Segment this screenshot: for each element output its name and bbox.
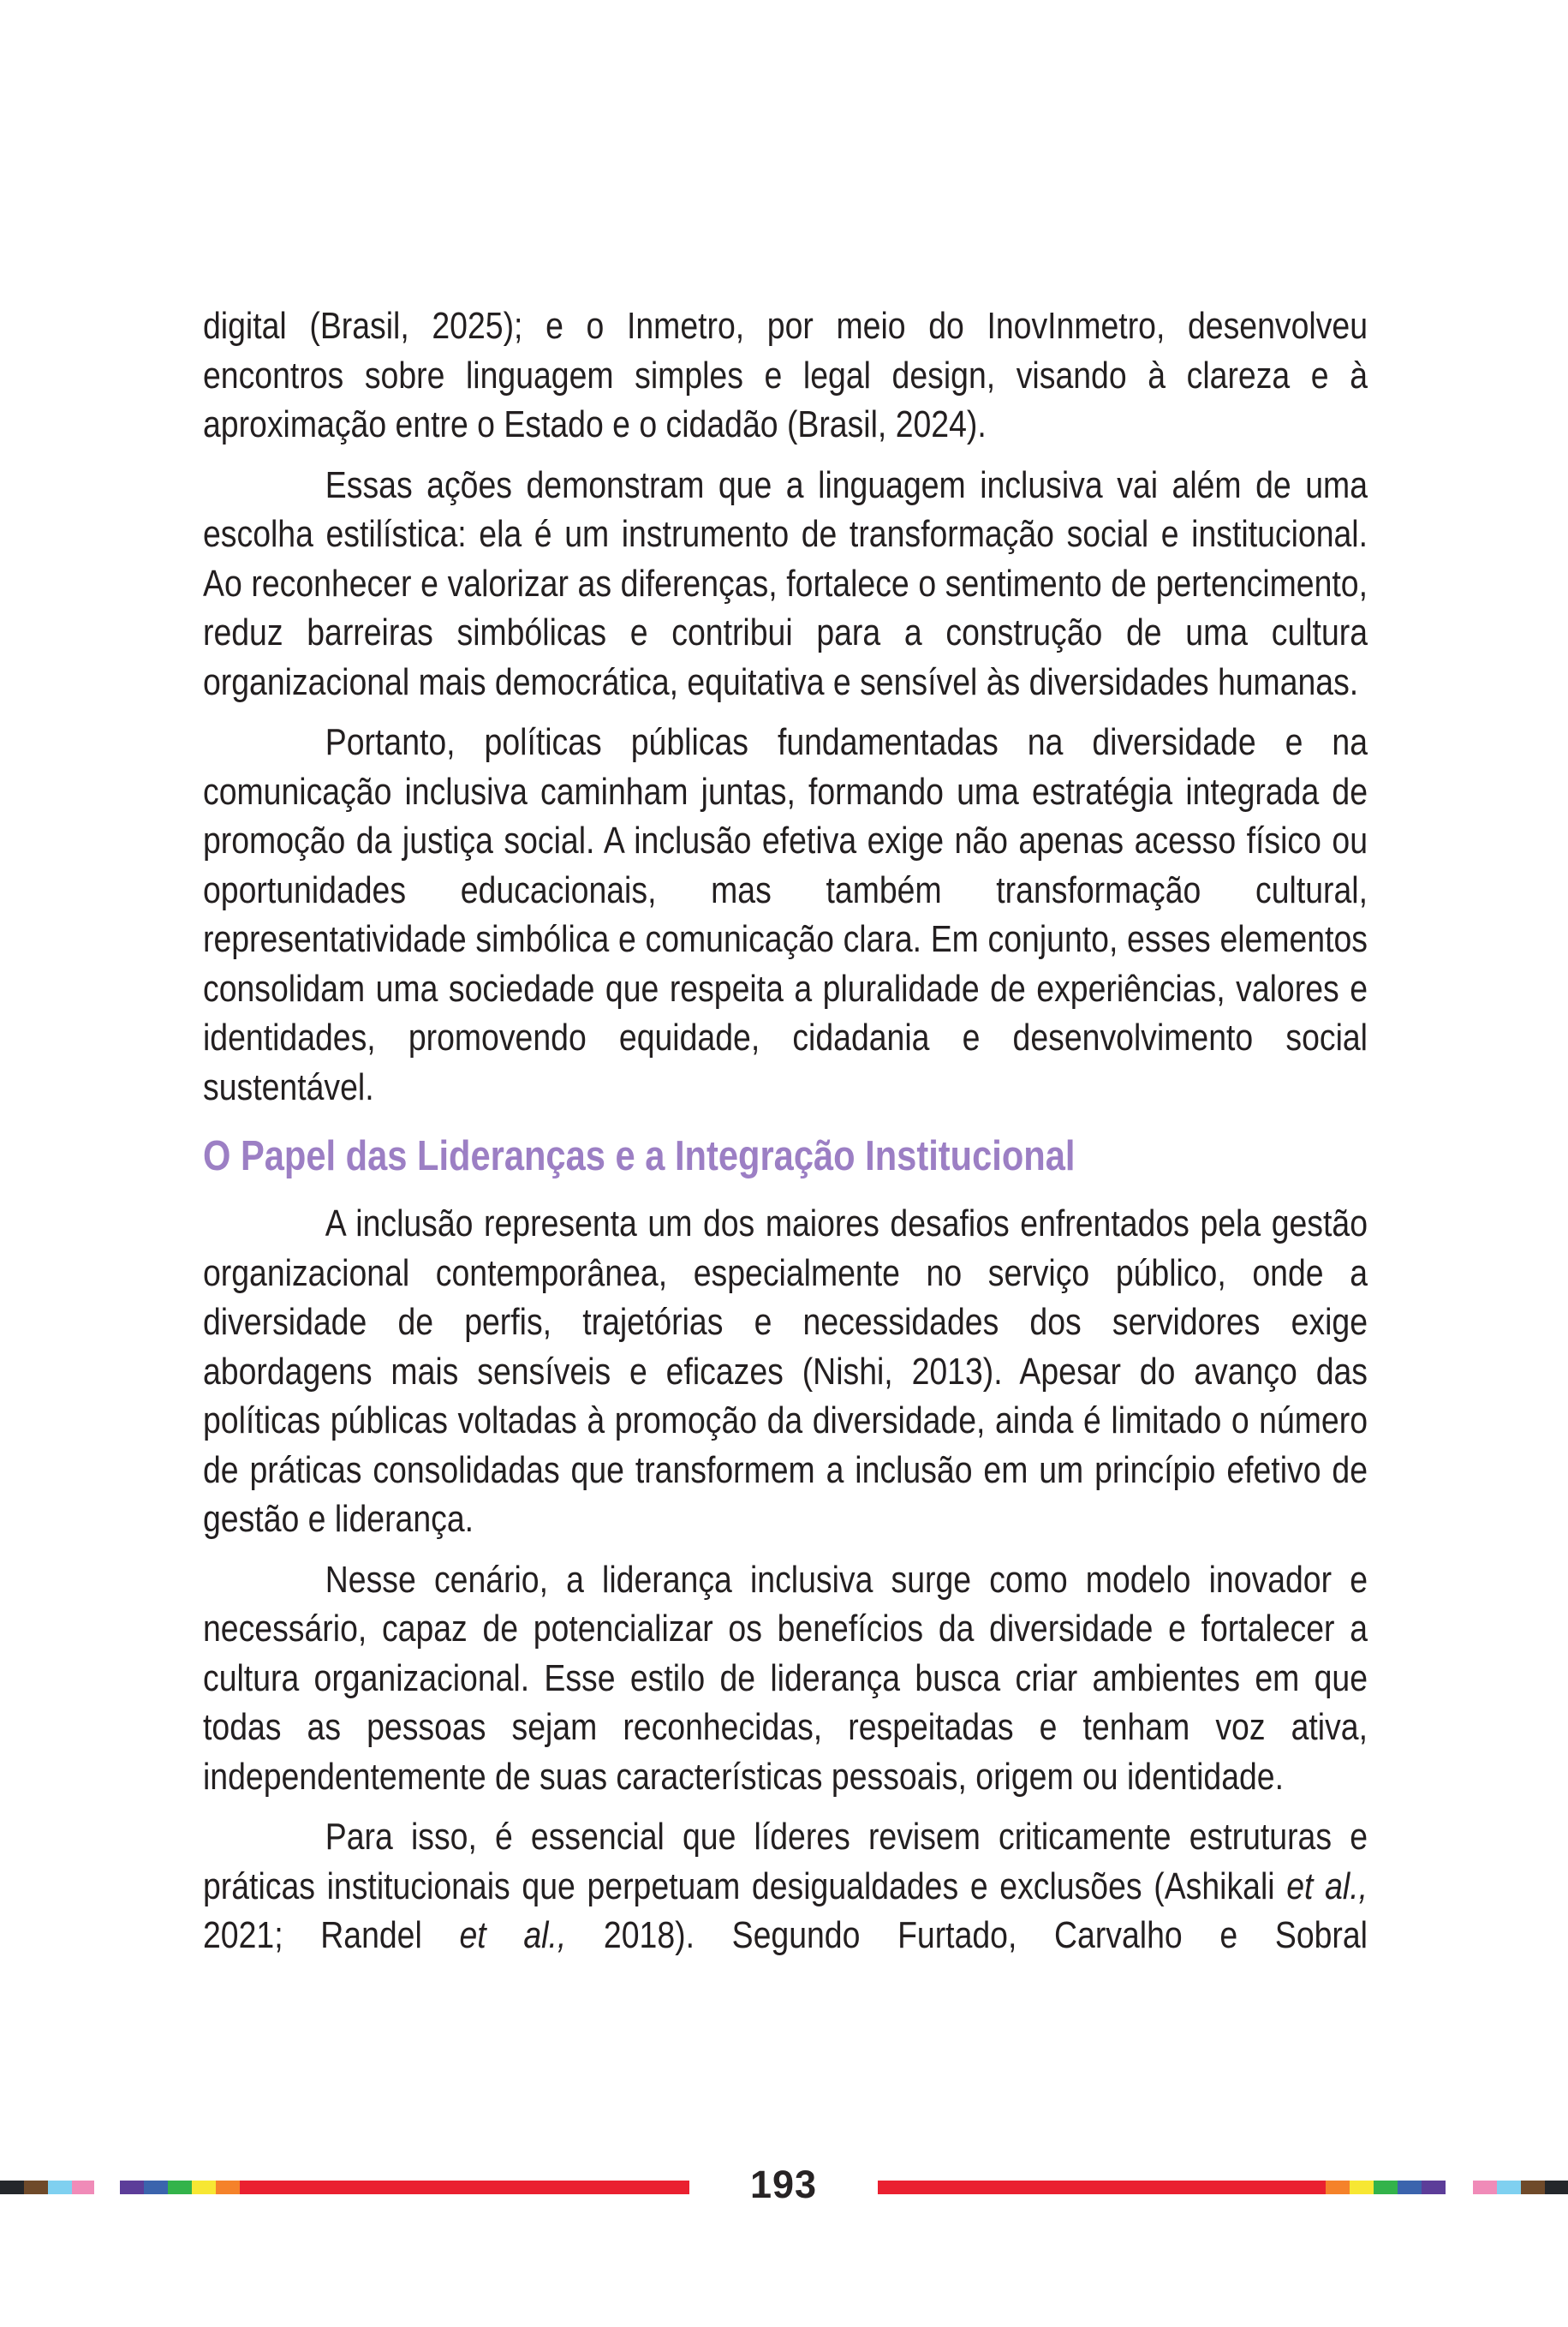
italic-text-run: et al., [459, 1914, 567, 1956]
black-bar [1545, 2181, 1568, 2194]
purple-bar [1422, 2181, 1446, 2194]
text-run: O Papel das Lideranças e a Integração Institucional [203, 1133, 1076, 1179]
text-run: A inclusão representa um dos maiores desafios enfrentados pela gestão organizacional contemporânea, especialmente no serviço público, onde a diversidade de perfis, trajetórias e necessidades dos servidores exige abordagens mais sensíveis e eficazes (Nishi, 2013). Apesar do avanço das políticas públicas voltadas à promoção da diversidade, ainda é limitado o número de práticas consolidadas que transformem a inclusão em um princípio efetivo de gestão e liderança. [203, 1202, 1368, 1540]
paragraph [203, 1812, 1368, 1960]
white-gap [1446, 2181, 1473, 2194]
brown-bar [1521, 2181, 1545, 2194]
text-run: Portanto, políticas públicas fundamentadas na diversidade e na comunicação inclusiva caminham juntas, formando uma estratégia integrada de promoção da justiça social. A inclusão efetiva exige não apenas acesso físico ou oportunidades educacionais, mas também transformação cultural, representatividade simbólica e comunicação clara. Em conjunto, esses elementos consolidam uma sociedade que respeita a pluralidade de experiências, valores e identidades, promovendo equidade, cidadania e desenvolvimento social sustentável. [203, 721, 1368, 1108]
paragraph [203, 301, 1368, 450]
green-bar [1374, 2181, 1398, 2194]
page-number-cell [689, 2163, 878, 2206]
brown-bar [24, 2181, 48, 2194]
page-footer [0, 2163, 1568, 2206]
text-run: Nesse cenário, a liderança inclusiva surge como modelo inovador e necessário, capaz de potencializar os benefícios da diversidade e fortalecer a cultura organizacional. Esse estilo de liderança busca criar ambientes em que todas as pessoas sejam reconhecidas, respeitadas e tenham voz ativa, independentemente de suas características pessoais, origem ou identidade. [203, 1558, 1368, 1798]
white-gap [94, 2181, 120, 2194]
green-bar [168, 2181, 192, 2194]
paragraph [203, 1199, 1368, 1544]
page-number: 193 [749, 2163, 818, 2206]
lightblue-bar [1497, 2181, 1521, 2194]
blue-bar [144, 2181, 168, 2194]
black-bar [0, 2181, 24, 2194]
text-run: Essas ações demonstram que a linguagem inclusiva vai além de uma escolha estilística: ela é um instrumento de transformação social e institucional. Ao reconhecer e valorizar as diferenças, fortalece o sentimento de pertencimento, reduz barreiras simbólicas e contribui para a construção de uma cultura organizacional mais democrática, equitativa e sensível às diversidades humanas. [203, 463, 1368, 703]
paragraph [203, 461, 1368, 707]
paragraph [203, 718, 1368, 1112]
footer-decoration-bars [0, 2163, 1568, 2206]
orange-bar [1326, 2181, 1350, 2194]
text-run: 2021; Randel [203, 1914, 460, 1956]
lightblue-bar [48, 2181, 72, 2194]
text-run: Para isso, é essencial que líderes revisem criticamente estruturas e práticas institucionais que perpetuam desigualdades e exclusões (Ashikali [203, 1816, 1368, 1907]
text-run: 2018). Segundo Furtado, Carvalho e Sobral [566, 1914, 1368, 1956]
red-bar [878, 2181, 1326, 2194]
purple-bar [120, 2181, 144, 2194]
red-bar [240, 2181, 689, 2194]
pink-bar [72, 2181, 94, 2194]
yellow-bar [1350, 2181, 1374, 2194]
blue-bar [1398, 2181, 1422, 2194]
page-content [203, 301, 1368, 1972]
section-heading [203, 1131, 1368, 1182]
paragraph [203, 1555, 1368, 1802]
pink-bar [1473, 2181, 1497, 2194]
orange-bar [216, 2181, 240, 2194]
italic-text-run: et al., [1286, 1865, 1368, 1907]
text-run: digital (Brasil, 2025); e o Inmetro, por meio do InovInmetro, desenvolveu encontros sobre linguagem simples e legal design, visando à clareza e à aproximação entre o Estado e o cidadão (Brasil, 2024). [203, 305, 1368, 445]
yellow-bar [192, 2181, 216, 2194]
